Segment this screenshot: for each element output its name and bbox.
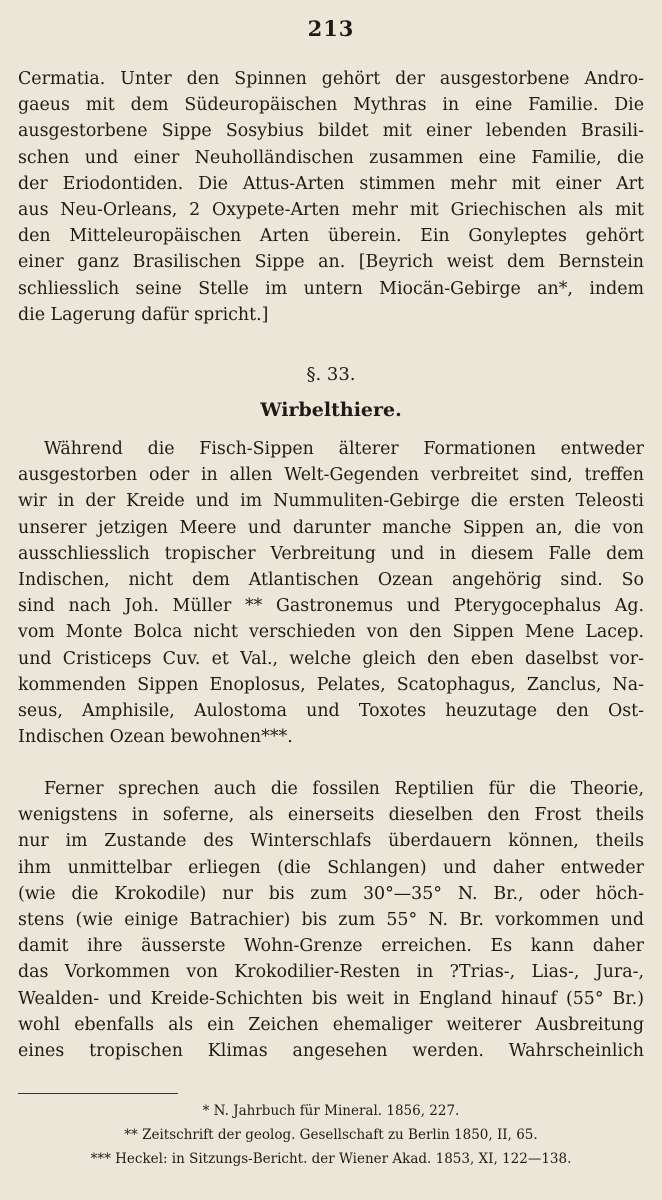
text-line: ihm unmittelbar erliegen (die Schlangen) und daher entweder bbox=[18, 857, 644, 878]
text-line: kommenden Sippen Enoplosus, Pelates, Scatophagus, Zanclus, Na- bbox=[18, 674, 644, 695]
text-line: und Cristiceps Cuv. et Val., welche gleich den eben daselbst vor- bbox=[18, 648, 644, 669]
paragraph-arthropods bbox=[18, 66, 644, 328]
text-line: gaeus mit dem Südeuropäischen Mythras in eine Familie. Die bbox=[18, 95, 644, 116]
text-line: Indischen, nicht dem Atlantischen Ozean angehörig sind. So bbox=[18, 569, 644, 590]
text-line: wir in der Kreide und im Nummuliten-Gebirge die ersten Teleosti bbox=[18, 491, 644, 512]
footnote-1: * N. Jahrbuch für Mineral. 1856, 227. bbox=[202, 1103, 460, 1119]
text-line: einer ganz Brasilischen Sippe an. [Beyrich weist dem Bernstein bbox=[18, 252, 644, 273]
text-line: ausgestorben oder in allen Welt-Gegenden verbreitet sind, treffen bbox=[18, 465, 644, 486]
text-line: ausschliesslich tropischer Verbreitung und in diesem Falle dem bbox=[18, 543, 644, 564]
text-line: Während die Fisch-Sippen älterer Formationen entweder bbox=[44, 439, 644, 459]
text-line: sind nach Joh. Müller ** Gastronemus und Pterygocephalus Ag. bbox=[18, 596, 644, 617]
section-number: §. 33. bbox=[306, 364, 356, 385]
text-line: Indischen Ozean bewohnen***. bbox=[18, 727, 293, 748]
text-line: den Mitteleuropäischen Arten überein. Ein Gonyleptes gehört bbox=[18, 226, 644, 247]
text-line: unserer jetzigen Meere und darunter manche Sippen an, die von bbox=[18, 517, 644, 538]
text-line: wenigstens in soferne, als einerseits dieselben den Frost theils bbox=[18, 805, 644, 826]
text-line: damit ihre äusserste Wohn-Grenze erreichen. Es kann daher bbox=[18, 936, 644, 957]
section-title: Wirbelthiere. bbox=[260, 399, 402, 422]
text-line: schen und einer Neuholländischen zusammen eine Familie, die bbox=[18, 147, 644, 168]
text-line: wohl ebenfalls als ein Zeichen ehemaliger weiterer Ausbreitung bbox=[18, 1014, 644, 1035]
text-line: eines tropischen Klimas angesehen werden. Wahrscheinlich bbox=[18, 1040, 644, 1061]
section-header bbox=[18, 362, 644, 423]
text-line: seus, Amphisile, Aulostoma und Toxotes heuzutage den Ost- bbox=[18, 700, 644, 721]
text-line: stens (wie einige Batrachier) bis zum 55° N. Br. vorkommen und bbox=[18, 909, 644, 930]
paragraph-fishes bbox=[18, 436, 644, 750]
paragraph-reptiles bbox=[18, 776, 644, 1064]
text-line: das Vorkommen von Krokodilier-Resten in ?Trias-, Lias-, Jura-, bbox=[18, 962, 644, 983]
text-line: nur im Zustande des Winterschlafs überdauern können, theils bbox=[18, 831, 644, 852]
footnote-rule bbox=[18, 1093, 178, 1094]
footnote-3: *** Heckel: in Sitzungs-Bericht. der Wiener Akad. 1853, XI, 122—138. bbox=[90, 1151, 572, 1167]
text-line: die Lagerung dafür spricht.] bbox=[18, 304, 269, 325]
page-number: 213 bbox=[307, 16, 355, 41]
text-line: der Eriodontiden. Die Attus-Arten stimmen mehr mit einer Art bbox=[18, 173, 644, 194]
text-line: vom Monte Bolca nicht verschieden von den Sippen Mene Lacep. bbox=[18, 622, 644, 643]
text-line: schliesslich seine Stelle im untern Miocän-Gebirge an*, indem bbox=[18, 278, 644, 299]
text-line: Cermatia. Unter den Spinnen gehört der ausgestorbene Andro- bbox=[18, 69, 644, 89]
text-line: (wie die Krokodile) nur bis zum 30°—35° N. Br., oder höch- bbox=[18, 883, 644, 904]
text-line: Wealden- und Kreide-Schichten bis weit in England hinauf (55° Br.) bbox=[18, 988, 644, 1009]
text-line: Ferner sprechen auch die fossilen Reptilien für die Theorie, bbox=[44, 779, 644, 799]
text-line: aus Neu-Orleans, 2 Oxypete-Arten mehr mit Griechischen als mit bbox=[18, 199, 644, 220]
footnote-2: ** Zeitschrift der geolog. Gesellschaft zu Berlin 1850, II, 65. bbox=[124, 1127, 538, 1143]
text-line: ausgestorbene Sippe Sosybius bildet mit einer lebenden Brasili- bbox=[18, 121, 644, 142]
